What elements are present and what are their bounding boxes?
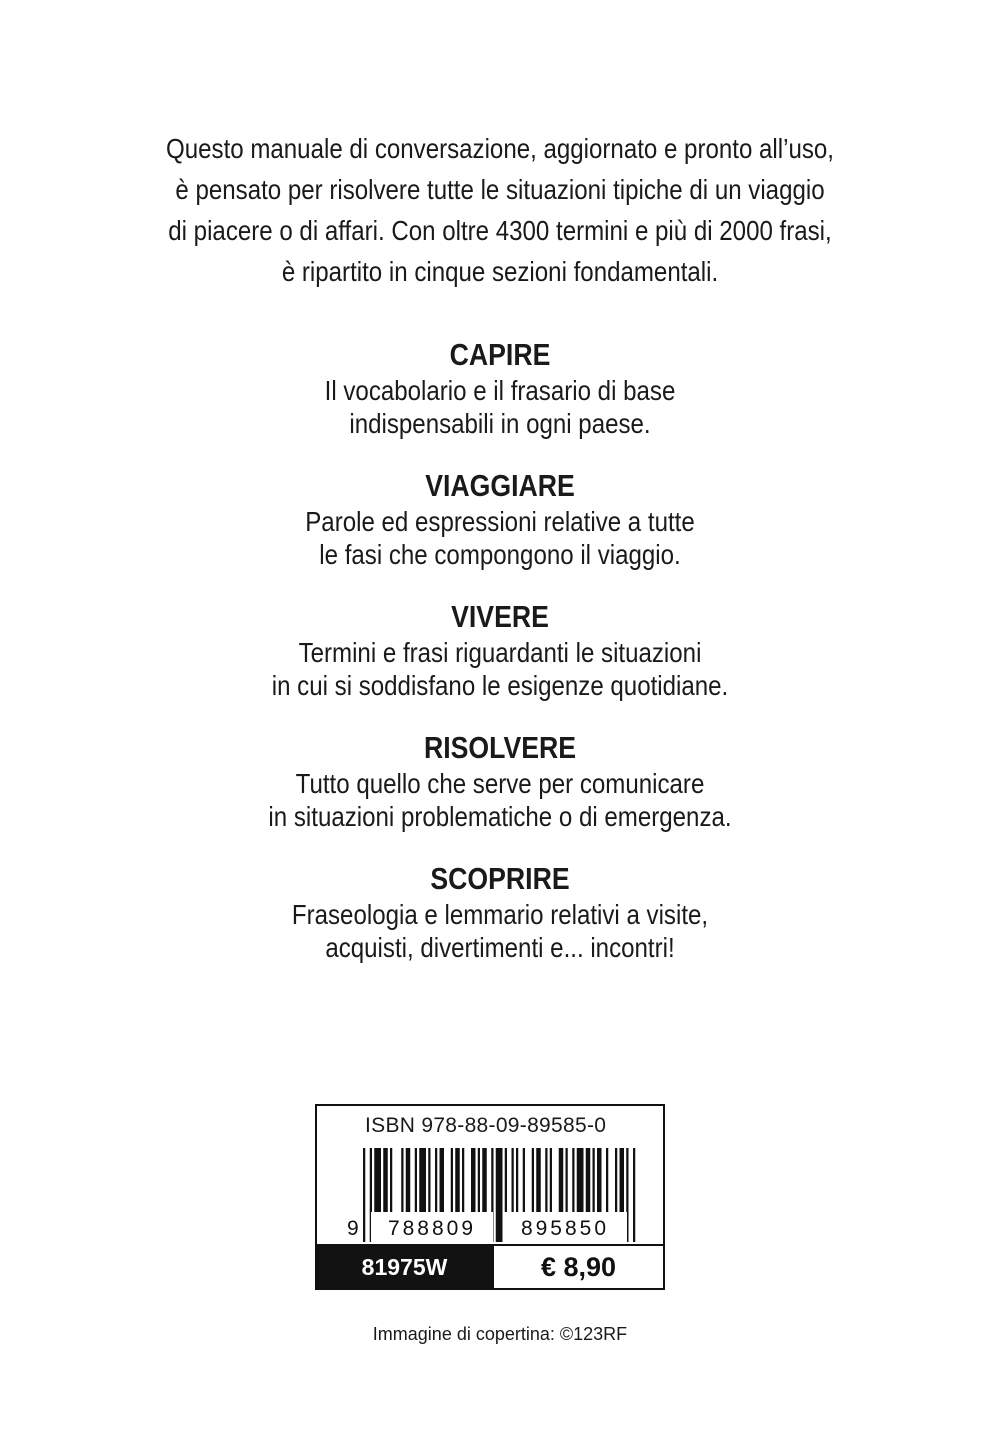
section-description-line: le fasi che compongono il viaggio. [319,539,681,570]
barcode-bar [363,1148,365,1242]
barcode-left-digits: 788809 [387,1217,477,1240]
barcode-image [317,1106,663,1248]
section-vivere [70,598,930,729]
barcode-bar [496,1148,503,1242]
cover-image-credit: Immagine di copertina: ©123RF [372,1324,628,1344]
price-row [317,1244,663,1288]
section-description-line: Il vocabolario e il frasario di base [324,375,676,406]
intro-line: Questo manuale di conversazione, aggiornato e pronto all’uso, [166,133,834,164]
sections-list [70,336,930,991]
section-description [70,505,930,571]
section-title: VIVERE [451,599,549,634]
intro-paragraph [70,128,930,292]
barcode-box [315,1104,665,1290]
intro-line: è pensato per risolvere tutte le situazioni tipiche di un viaggio [175,174,825,205]
section-capire [70,336,930,467]
section-scoprire [70,860,930,991]
section-description [70,374,930,440]
section-title: SCOPRIRE [430,861,570,896]
section-viaggiare [70,467,930,598]
barcode-right-digits: 895850 [520,1217,610,1240]
section-description-line: in cui si soddisfano le esigenze quotidiane. [271,670,729,701]
section-description [70,767,930,833]
section-description [70,636,930,702]
product-code: 81975W [317,1246,492,1288]
intro-line: di piacere o di affari. Con oltre 4300 termini e più di 2000 frasi, [168,215,832,246]
isbn-label: ISBN 978-88-09-89585-0 [365,1114,607,1137]
section-title: VIAGGIARE [425,468,575,503]
barcode-bar [633,1148,635,1242]
barcode-first-digit: 9 [347,1217,359,1240]
section-description [70,898,930,964]
price: € 8,90 [492,1246,663,1288]
section-description-line: indispensabili in ogni paese. [349,408,651,439]
section-risolvere [70,729,930,860]
section-title: CAPIRE [449,337,551,372]
intro-line: è ripartito in cinque sezioni fondamentali. [281,256,719,287]
section-description-line: Fraseologia e lemmario relativi a visite, [291,899,709,930]
section-description-line: acquisti, divertimenti e... incontri! [325,932,675,963]
section-description-line: Parole ed espressioni relative a tutte [305,506,695,537]
section-description-line: in situazioni problematiche o di emergenza. [268,801,732,832]
section-description-line: Tutto quello che serve per comunicare [295,768,705,799]
section-title: RISOLVERE [423,730,577,765]
section-description-line: Termini e frasi riguardanti le situazioni [298,637,702,668]
